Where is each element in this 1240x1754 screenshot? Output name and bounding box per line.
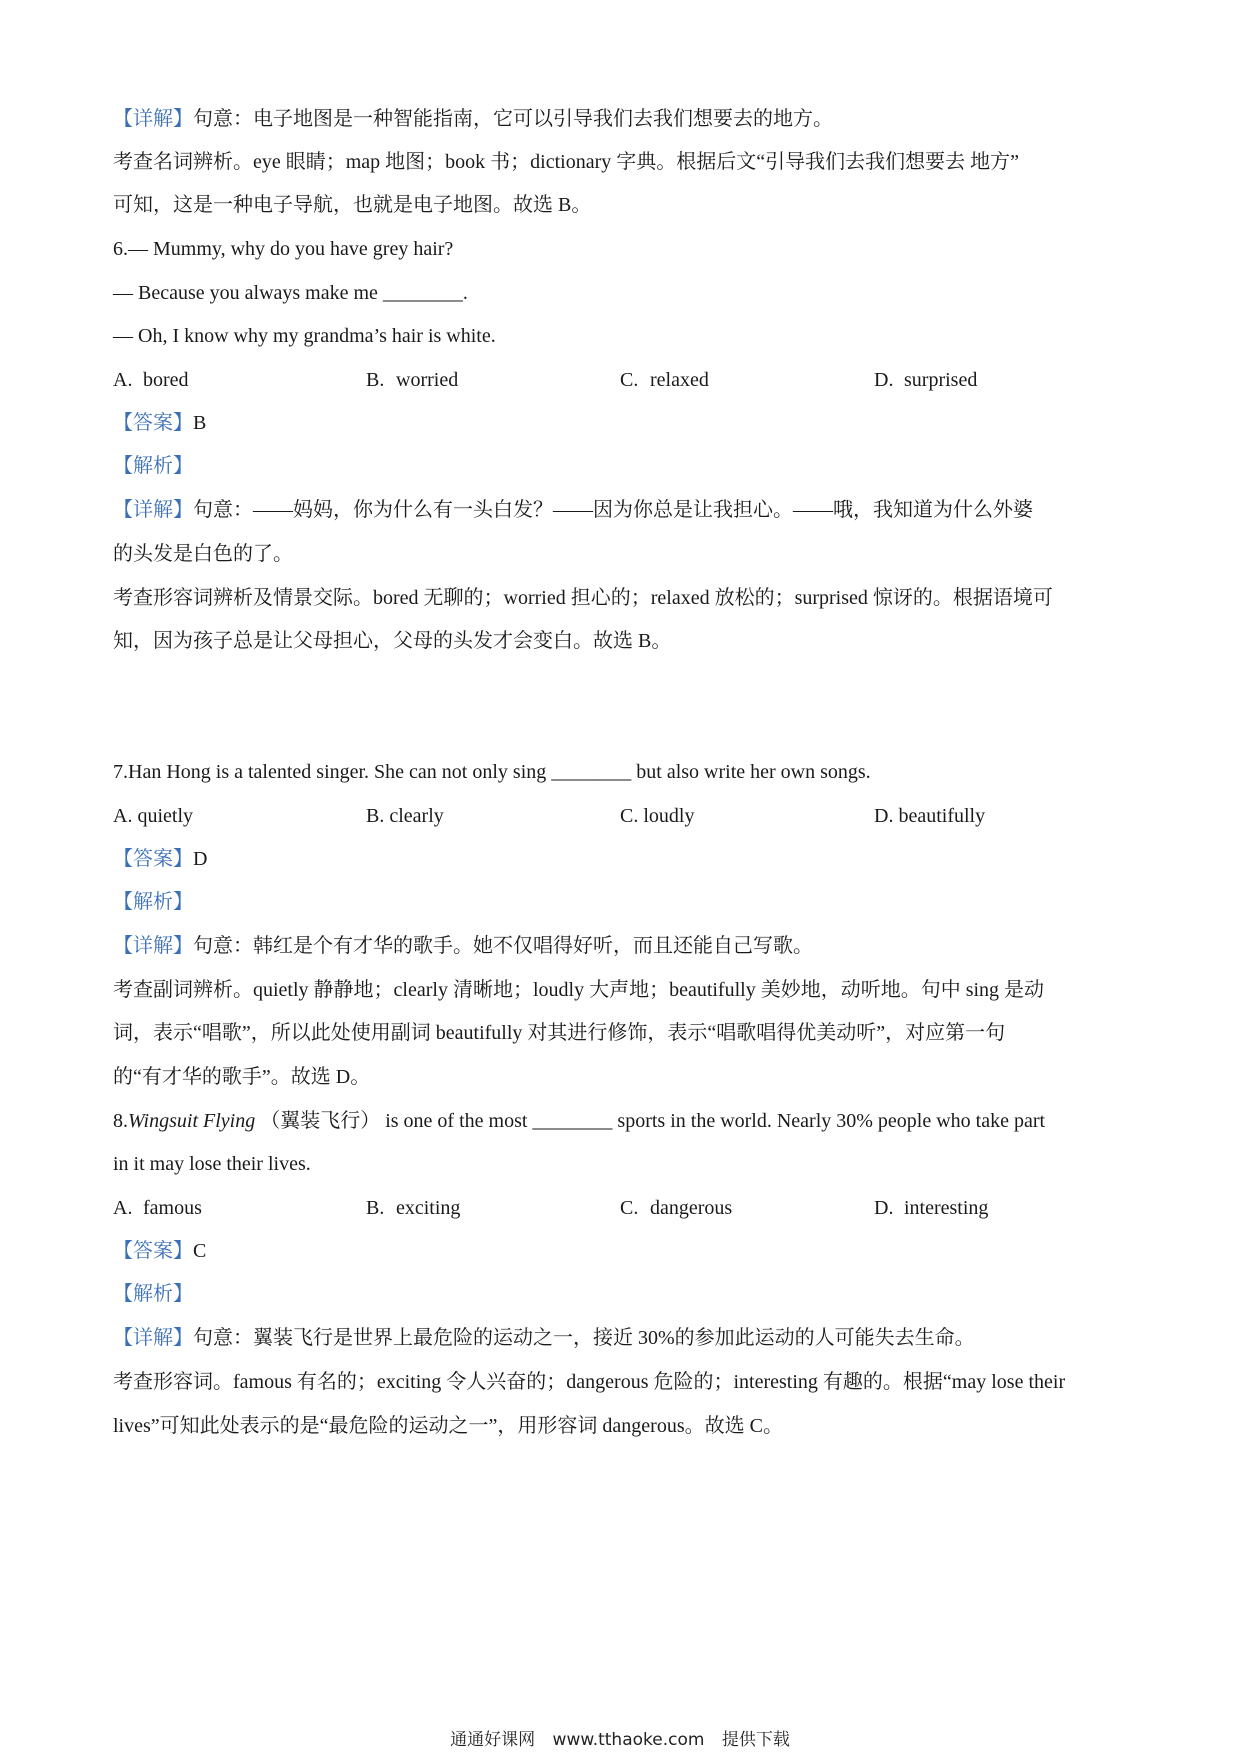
q7-option-d: D. beautifully xyxy=(874,805,986,827)
q6-stem-line-3: — Oh, I know why my grandma’s hair is white. xyxy=(113,325,496,347)
q8-detail-line-1: 【详解】句意：翼装飞行是世界上最危险的运动之一，接近 30%的参加此运动的人可能失去生命。 xyxy=(113,1327,975,1349)
q7-options xyxy=(113,803,1133,829)
footer-site-name: 通通好课网 xyxy=(450,1730,536,1750)
answer-label: 【答案】 xyxy=(113,1240,193,1262)
q6-stem-line-1: 6.— Mummy, why do you have grey hair? xyxy=(113,238,454,260)
q8-option-c: C. dangerous xyxy=(620,1197,733,1219)
detail-label: 【详解】 xyxy=(113,1327,193,1349)
q6-options xyxy=(113,367,1133,393)
q8-italic-title: Wingsuit Flying xyxy=(128,1110,256,1132)
detail-label: 【详解】 xyxy=(113,935,193,957)
intro-analysis-line-1: 考查名词辨析。eye 眼睛；map 地图；book 书；dictionary 字典。根据后文“引导我们去我们想要去 地方” xyxy=(113,151,1020,173)
jiexi-label: 【解析】 xyxy=(113,455,193,477)
footer-suffix: 提供下载 xyxy=(721,1730,790,1750)
q7-stem-line-1: 7.Han Hong is a talented singer. She can not only sing ________ but also write her own songs. xyxy=(113,761,871,783)
q6-option-b: B. worried xyxy=(366,369,459,391)
q6-option-a: A. bored xyxy=(113,369,189,391)
q8-analysis-line-1: 考查形容词。famous 有名的；exciting 令人兴奋的；dangerous 危险的；interesting 有趣的。根据“may lose their xyxy=(113,1371,1066,1393)
q8-stem-line-2: in it may lose their lives. xyxy=(113,1153,311,1175)
q6-stem-line-2: — Because you always make me ________. xyxy=(113,282,468,304)
q8-option-d: D. interesting xyxy=(874,1197,989,1219)
q6-detail-line-1: 【详解】句意：——妈妈，你为什么有一头白发？——因为你总是让我担心。——哦，我知道为什么外婆 xyxy=(113,499,1033,521)
q6-option-c: C. relaxed xyxy=(620,369,709,391)
intro-detail: 【详解】句意：电子地图是一种智能指南，它可以引导我们去我们想要去的地方。 xyxy=(113,108,833,130)
q7-answer: 【答案】D xyxy=(113,848,208,870)
q8-analysis-line-2: lives”可知此处表示的是“最危险的运动之一”，用形容词 dangerous。故选 C。 xyxy=(113,1415,783,1437)
answer-label: 【答案】 xyxy=(113,848,193,870)
detail-label: 【详解】 xyxy=(113,108,193,130)
q8-jiexi xyxy=(113,1281,1133,1307)
q8-stem-line-1: 8.Wingsuit Flying （翼装飞行） is one of the most ________ sports in the world. Nearly 30% people who take part xyxy=(113,1110,1046,1132)
q7-option-a: A. quietly xyxy=(113,805,193,827)
detail-label: 【详解】 xyxy=(113,499,193,521)
q6-detail-line-2: 的头发是白色的了。 xyxy=(113,543,293,565)
jiexi-label: 【解析】 xyxy=(113,891,193,913)
q6-analysis-line-2: 知，因为孩子总是让父母担心，父母的头发才会变白。故选 B。 xyxy=(113,630,672,652)
jiexi-label: 【解析】 xyxy=(113,1283,193,1305)
q8-answer: 【答案】C xyxy=(113,1240,207,1262)
q7-analysis-line-1: 考查副词辨析。quietly 静静地；clearly 清晰地；loudly 大声地；beautifully 美妙地，动听地。句中 sing 是动 xyxy=(113,979,1045,1001)
q8-option-a: A. famous xyxy=(113,1197,202,1219)
q8-options xyxy=(113,1195,1133,1221)
q6-option-d: D. surprised xyxy=(874,369,978,391)
q7-jiexi xyxy=(113,889,1133,915)
q7-analysis-line-3: 的“有才华的歌手”。故选 D。 xyxy=(113,1066,371,1088)
q6-analysis-line-1: 考查形容词辨析及情景交际。bored 无聊的；worried 担心的；relaxed 放松的；surprised 惊讶的。根据语境可 xyxy=(113,587,1053,609)
q6-jiexi xyxy=(113,453,1133,479)
q7-option-b: B. clearly xyxy=(366,805,444,827)
q7-detail-line-1: 【详解】句意：韩红是个有才华的歌手。她不仅唱得好听，而且还能自己写歌。 xyxy=(113,935,813,957)
intro-analysis-line-2: 可知，这是一种电子导航，也就是电子地图。故选 B。 xyxy=(113,194,592,216)
q6-answer: 【答案】B xyxy=(113,412,207,434)
footer-url[interactable]: www.tthaoke.com xyxy=(552,1730,705,1750)
q7-option-c: C. loudly xyxy=(620,805,695,827)
answer-label: 【答案】 xyxy=(113,412,193,434)
q8-option-b: B. exciting xyxy=(366,1197,461,1219)
page-footer xyxy=(0,1729,1240,1751)
q7-analysis-line-2: 词，表示“唱歌”，所以此处使用副词 beautifully 对其进行修饰，表示“唱歌唱得优美动听”，对应第一句 xyxy=(113,1022,1006,1044)
